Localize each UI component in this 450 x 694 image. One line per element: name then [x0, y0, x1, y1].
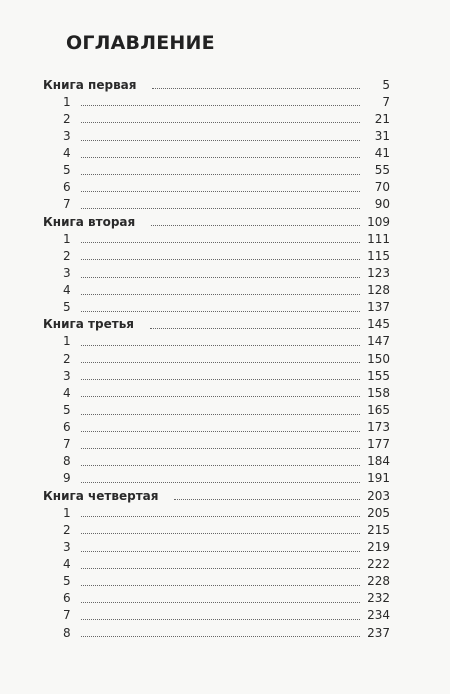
toc-chapter-entry: [43, 590, 390, 607]
book-title: Книга четвертая: [43, 488, 159, 503]
chapter-number: 8: [63, 454, 71, 469]
page-number: 184: [367, 454, 390, 469]
toc-chapter-entry: [43, 230, 390, 247]
page-title: ОГЛАВЛЕНИЕ: [66, 32, 215, 54]
page-number: 222: [367, 557, 390, 572]
dot-leader: [81, 277, 360, 278]
toc-chapter-entry: [43, 573, 390, 590]
dot-leader: [81, 311, 360, 312]
chapter-number: 3: [63, 368, 71, 383]
page-number: 109: [367, 214, 390, 229]
toc-book-entry: [43, 213, 390, 230]
toc-chapter-entry: [43, 401, 390, 418]
dot-leader: [81, 242, 360, 243]
chapter-number: 4: [63, 385, 71, 400]
toc-book-entry: [43, 487, 390, 504]
chapter-number: 4: [63, 283, 71, 298]
chapter-number: 4: [63, 557, 71, 572]
page-number: 203: [367, 488, 390, 503]
toc-chapter-entry: [43, 504, 390, 521]
page-number: 147: [367, 334, 390, 349]
page-number: 41: [374, 146, 390, 161]
page-number: 55: [374, 163, 390, 178]
dot-leader: [81, 105, 360, 106]
dot-leader: [81, 431, 360, 432]
chapter-number: 1: [63, 231, 71, 246]
chapter-number: 6: [63, 591, 71, 606]
page-number: 111: [367, 231, 390, 246]
dot-leader: [81, 551, 360, 552]
dot-leader: [81, 533, 360, 534]
toc-chapter-entry: [43, 350, 390, 367]
table-of-contents: [43, 76, 390, 641]
dot-leader: [81, 174, 360, 175]
dot-leader: [152, 88, 360, 89]
dot-leader: [81, 636, 360, 637]
dot-leader: [150, 328, 360, 329]
chapter-number: 1: [63, 505, 71, 520]
page-number: 215: [367, 522, 390, 537]
toc-chapter-entry: [43, 145, 390, 162]
dot-leader: [81, 602, 360, 603]
toc-chapter-entry: [43, 470, 390, 487]
page-number: 177: [367, 437, 390, 452]
toc-chapter-entry: [43, 299, 390, 316]
chapter-number: 3: [63, 128, 71, 143]
dot-leader: [81, 465, 360, 466]
toc-chapter-entry: [43, 538, 390, 555]
page-number: 145: [367, 317, 390, 332]
book-title: Книга третья: [43, 317, 134, 332]
toc-chapter-entry: [43, 196, 390, 213]
page-number: 70: [374, 180, 390, 195]
page-number: 228: [367, 574, 390, 589]
page-number: 232: [367, 591, 390, 606]
dot-leader: [81, 259, 360, 260]
page-number: 5: [382, 77, 390, 92]
toc-book-entry: [43, 316, 390, 333]
chapter-number: 2: [63, 248, 71, 263]
chapter-number: 7: [63, 437, 71, 452]
toc-chapter-entry: [43, 384, 390, 401]
dot-leader: [81, 448, 360, 449]
toc-chapter-entry: [43, 93, 390, 110]
book-title: Книга первая: [43, 77, 137, 92]
dot-leader: [81, 585, 360, 586]
toc-chapter-entry: [43, 282, 390, 299]
dot-leader: [81, 362, 360, 363]
toc-chapter-entry: [43, 436, 390, 453]
chapter-number: 7: [63, 197, 71, 212]
dot-leader: [81, 122, 360, 123]
dot-leader: [81, 414, 360, 415]
chapter-number: 6: [63, 180, 71, 195]
chapter-number: 3: [63, 539, 71, 554]
toc-chapter-entry: [43, 556, 390, 573]
page-number: 150: [367, 351, 390, 366]
page-number: 219: [367, 539, 390, 554]
chapter-number: 5: [63, 574, 71, 589]
toc-chapter-entry: [43, 333, 390, 350]
toc-book-entry: [43, 76, 390, 93]
page-number: 158: [367, 385, 390, 400]
page-number: 237: [367, 625, 390, 640]
chapter-number: 5: [63, 163, 71, 178]
toc-chapter-entry: [43, 419, 390, 436]
chapter-number: 5: [63, 300, 71, 315]
page-number: 123: [367, 265, 390, 280]
toc-chapter-entry: [43, 264, 390, 281]
page-number: 165: [367, 402, 390, 417]
toc-chapter-entry: [43, 521, 390, 538]
page-number: 31: [374, 128, 390, 143]
book-title: Книга вторая: [43, 214, 136, 229]
page-number: 115: [367, 248, 390, 263]
chapter-number: 7: [63, 608, 71, 623]
chapter-number: 1: [63, 334, 71, 349]
dot-leader: [174, 499, 360, 500]
dot-leader: [81, 140, 360, 141]
chapter-number: 4: [63, 146, 71, 161]
page-number: 155: [367, 368, 390, 383]
page-number: 128: [367, 283, 390, 298]
chapter-number: 1: [63, 94, 71, 109]
dot-leader: [81, 396, 360, 397]
page-number: 90: [374, 197, 390, 212]
dot-leader: [151, 225, 360, 226]
toc-chapter-entry: [43, 247, 390, 264]
chapter-number: 2: [63, 111, 71, 126]
dot-leader: [81, 482, 360, 483]
toc-chapter-entry: [43, 162, 390, 179]
dot-leader: [81, 619, 360, 620]
page-number: 7: [382, 94, 390, 109]
toc-chapter-entry: [43, 624, 390, 641]
toc-chapter-entry: [43, 453, 390, 470]
dot-leader: [81, 516, 360, 517]
chapter-number: 8: [63, 625, 71, 640]
page-number: 21: [374, 111, 390, 126]
chapter-number: 2: [63, 351, 71, 366]
chapter-number: 9: [63, 471, 71, 486]
toc-chapter-entry: [43, 179, 390, 196]
chapter-number: 3: [63, 265, 71, 280]
toc-chapter-entry: [43, 110, 390, 127]
dot-leader: [81, 191, 360, 192]
dot-leader: [81, 208, 360, 209]
toc-chapter-entry: [43, 367, 390, 384]
page-number: 191: [367, 471, 390, 486]
dot-leader: [81, 157, 360, 158]
dot-leader: [81, 294, 360, 295]
toc-chapter-entry: [43, 607, 390, 624]
dot-leader: [81, 379, 360, 380]
page-number: 234: [367, 608, 390, 623]
chapter-number: 2: [63, 522, 71, 537]
toc-chapter-entry: [43, 127, 390, 144]
dot-leader: [81, 345, 360, 346]
chapter-number: 6: [63, 420, 71, 435]
chapter-number: 5: [63, 402, 71, 417]
page-number: 205: [367, 505, 390, 520]
dot-leader: [81, 568, 360, 569]
page-number: 173: [367, 420, 390, 435]
page-number: 137: [367, 300, 390, 315]
